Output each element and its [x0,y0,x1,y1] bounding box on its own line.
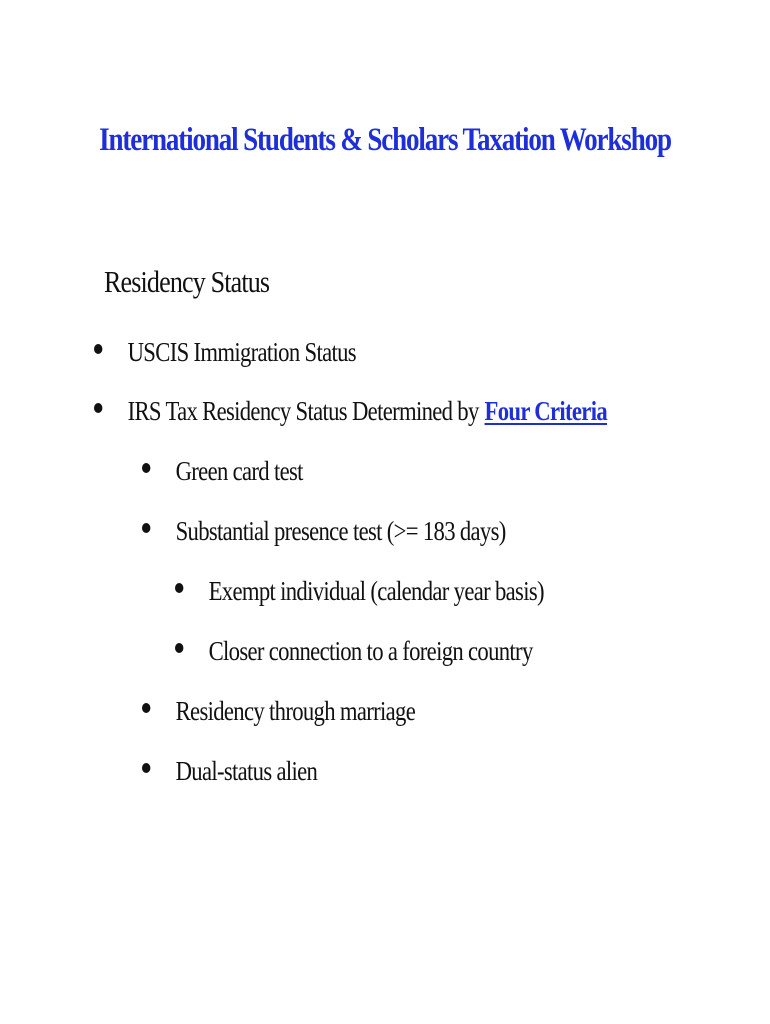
list-item-marriage [142,696,415,727]
bullet-icon [94,344,102,354]
list-item-substantial-presence [142,516,506,547]
list-item-text: IRS Tax Residency Status Determined by [127,396,479,426]
list-item-closer-connection [175,636,533,667]
list-item-text: Green card test [175,456,303,486]
four-criteria-link[interactable]: Four Criteria [484,396,608,426]
bullet-icon [94,403,102,413]
list-item-dual-status [142,756,317,787]
bullet-icon [142,703,150,713]
bullet-icon [175,643,183,653]
bullet-icon [175,583,183,593]
list-item-text: Exempt individual (calendar year basis) [208,576,544,606]
list-item-text: Residency through marriage [175,696,416,726]
list-item-green-card [142,456,303,487]
list-item-uscis [94,337,356,368]
bullet-icon [142,523,150,533]
bullet-icon [142,763,150,773]
list-item-irs [94,396,607,427]
list-item-text: Dual-status alien [175,756,318,786]
list-item-exempt-individual [175,576,544,607]
bullet-icon [142,463,150,473]
list-item-text: Substantial presence test (>= 183 days) [175,516,506,546]
list-item-text: USCIS Immigration Status [127,337,356,367]
list-item-text: Closer connection to a foreign country [208,636,533,666]
section-heading: Residency Status [104,264,270,299]
document-title: International Students & Scholars Taxation Workshop [99,122,671,158]
